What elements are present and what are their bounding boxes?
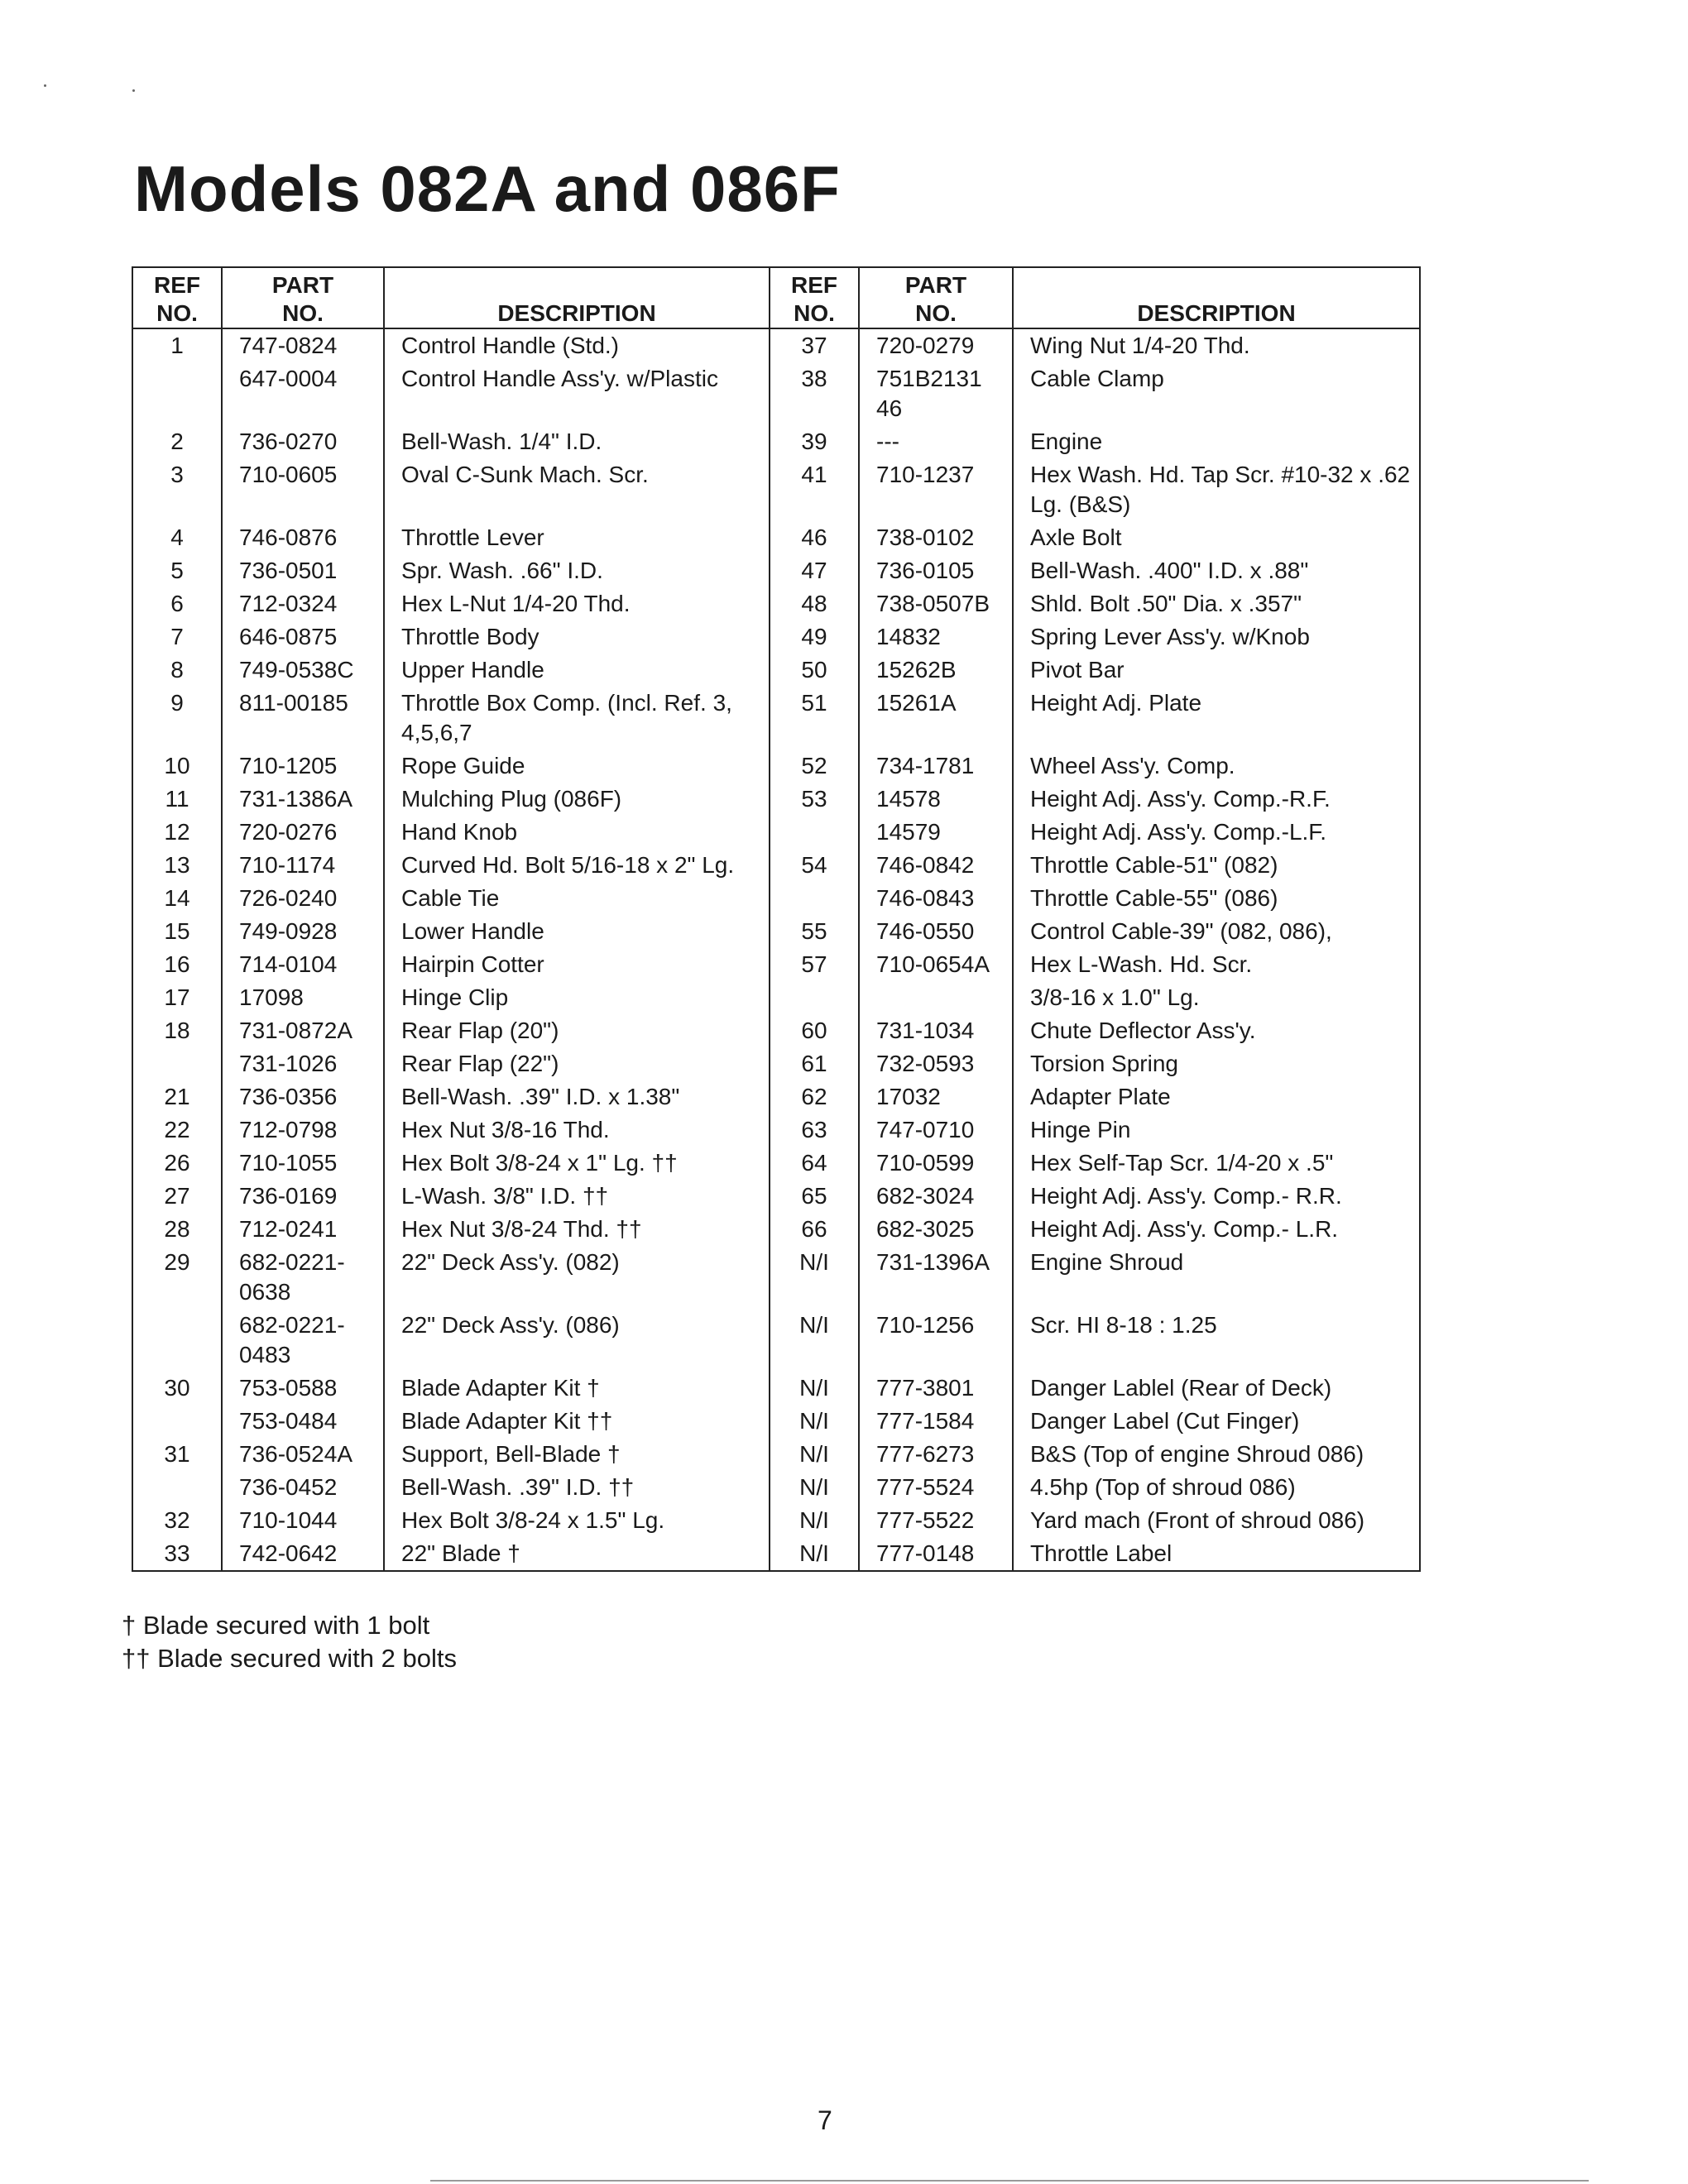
- part-no-cell: 647-0004: [222, 362, 384, 425]
- part-no-cell-right: 710-0654A: [859, 948, 1013, 981]
- description-cell-right: Hinge Pin: [1030, 1117, 1131, 1142]
- description-cell: L-Wash. 3/8" I.D. ††: [384, 1180, 770, 1213]
- table-row: [132, 1309, 1420, 1372]
- part-no-cell-right: 710-0599: [859, 1147, 1013, 1180]
- footnotes: [122, 1609, 457, 1675]
- table-row: [132, 458, 1420, 521]
- part-no-cell: 710-0605: [222, 458, 384, 521]
- ref-no-cell: 26: [132, 1147, 222, 1180]
- part-no-cell: 731-1026: [222, 1047, 384, 1080]
- ref-no-cell: 17: [132, 981, 222, 1014]
- ref-no-cell: 5: [132, 554, 222, 587]
- ref-no-cell: 10: [132, 750, 222, 783]
- part-no-cell: 712-0324: [222, 587, 384, 620]
- ref-no-cell-right: 54: [770, 849, 859, 882]
- description-cell: Blade Adapter Kit †: [384, 1372, 770, 1405]
- description-cell: Bell-Wash. .39" I.D. ††: [384, 1471, 770, 1504]
- ref-no-header: [132, 267, 222, 328]
- table-row: [132, 783, 1420, 816]
- description-cell-right: Engine: [1030, 429, 1103, 454]
- table-row: [132, 328, 1420, 362]
- ref-no-cell: 22: [132, 1114, 222, 1147]
- description-cell-right: Hex L-Wash. Hd. Scr.: [1030, 951, 1253, 977]
- ref-header-line1: REF: [154, 272, 200, 298]
- part-no-cell: 736-0169: [222, 1180, 384, 1213]
- table-row: [132, 882, 1420, 915]
- ref-no-cell: [132, 1309, 222, 1372]
- part-header-line1: PART: [271, 272, 334, 298]
- description-cell: Curved Hd. Bolt 5/16-18 x 2" Lg.: [384, 849, 770, 882]
- ref-no-cell-right: N/I: [770, 1246, 859, 1309]
- footnote-single-dagger: † Blade secured with 1 bolt: [122, 1611, 430, 1640]
- description-cell: Throttle Lever: [384, 521, 770, 554]
- part-no-cell-right: 746-0550: [859, 915, 1013, 948]
- part-no-header: [222, 267, 384, 328]
- part-no-cell: 682-0221-0638: [222, 1246, 384, 1309]
- part-no-cell-right: [859, 981, 1013, 1014]
- ref-no-cell: 27: [132, 1180, 222, 1213]
- ref-no-cell-right: [770, 882, 859, 915]
- ref-no-cell-right: 60: [770, 1014, 859, 1047]
- ref-no-cell-right: 63: [770, 1114, 859, 1147]
- ref-header-line2-right: NO.: [794, 300, 835, 326]
- description-cell: Support, Bell-Blade †: [384, 1438, 770, 1471]
- part-no-cell-right: 736-0105: [859, 554, 1013, 587]
- ref-no-cell: [132, 1471, 222, 1504]
- part-no-cell-right: 17032: [859, 1080, 1013, 1114]
- description-cell-right: Spring Lever Ass'y. w/Knob: [1030, 624, 1310, 649]
- part-no-cell: 710-1205: [222, 750, 384, 783]
- part-no-cell-right: 710-1256: [859, 1309, 1013, 1372]
- description-cell-right: Wing Nut 1/4-20 Thd.: [1030, 333, 1250, 358]
- part-no-cell-right: 14579: [859, 816, 1013, 849]
- table-row: [132, 1014, 1420, 1047]
- ref-no-cell-right: 65: [770, 1180, 859, 1213]
- description-cell: Rope Guide: [384, 750, 770, 783]
- part-no-cell: 682-0221-0483: [222, 1309, 384, 1372]
- description-cell-right: Adapter Plate: [1030, 1084, 1171, 1109]
- ref-no-cell: 15: [132, 915, 222, 948]
- part-no-cell-right: 747-0710: [859, 1114, 1013, 1147]
- description-cell: Hex Nut 3/8-24 Thd. ††: [384, 1213, 770, 1246]
- part-no-cell-right: 746-0843: [859, 882, 1013, 915]
- ref-no-cell: 16: [132, 948, 222, 981]
- ref-no-cell-right: 41: [770, 458, 859, 521]
- part-no-cell-right: 731-1034: [859, 1014, 1013, 1047]
- description-cell: 22" Blade †: [384, 1537, 770, 1571]
- ref-no-cell: 33: [132, 1537, 222, 1571]
- part-no-cell: 736-0270: [222, 425, 384, 458]
- description-cell-right: Chute Deflector Ass'y.: [1030, 1018, 1256, 1043]
- description-cell: Control Handle (Std.): [384, 328, 770, 362]
- description-cell-right: Shld. Bolt .50" Dia. x .357": [1030, 591, 1302, 616]
- description-header: DESCRIPTION: [384, 267, 770, 328]
- table-header-row: [132, 267, 1420, 328]
- ref-no-cell-right: 62: [770, 1080, 859, 1114]
- ref-no-cell: 12: [132, 816, 222, 849]
- description-cell: Hex Bolt 3/8-24 x 1" Lg. ††: [384, 1147, 770, 1180]
- description-cell: Throttle Box Comp. (Incl. Ref. 3, 4,5,6,7: [384, 687, 770, 750]
- part-no-cell-right: 746-0842: [859, 849, 1013, 882]
- part-no-cell: 710-1055: [222, 1147, 384, 1180]
- ref-no-header-right: [770, 267, 859, 328]
- part-no-cell-right: 738-0507B: [859, 587, 1013, 620]
- ref-no-cell: 9: [132, 687, 222, 750]
- ref-no-cell-right: 61: [770, 1047, 859, 1080]
- description-cell-right: Control Cable-39" (082, 086),: [1030, 918, 1332, 944]
- ref-no-cell-right: N/I: [770, 1537, 859, 1571]
- description-cell: Hex L-Nut 1/4-20 Thd.: [384, 587, 770, 620]
- ref-no-cell-right: 66: [770, 1213, 859, 1246]
- part-no-cell: 720-0276: [222, 816, 384, 849]
- description-cell: Hand Knob: [384, 816, 770, 849]
- description-cell: Upper Handle: [384, 654, 770, 687]
- table-row: [132, 1080, 1420, 1114]
- part-no-cell-right: 682-3025: [859, 1213, 1013, 1246]
- ref-no-cell-right: N/I: [770, 1405, 859, 1438]
- part-no-cell-right: 732-0593: [859, 1047, 1013, 1080]
- part-no-cell-right: 751B2131 46: [859, 362, 1013, 425]
- ref-no-cell: 32: [132, 1504, 222, 1537]
- part-no-cell: 731-0872A: [222, 1014, 384, 1047]
- description-cell: Oval C-Sunk Mach. Scr.: [384, 458, 770, 521]
- description-cell: Blade Adapter Kit ††: [384, 1405, 770, 1438]
- description-cell-right: Throttle Cable-51" (082): [1030, 852, 1278, 878]
- table-row: [132, 587, 1420, 620]
- table-row: [132, 1114, 1420, 1147]
- table-row: [132, 1047, 1420, 1080]
- description-cell: Bell-Wash. .39" I.D. x 1.38": [384, 1080, 770, 1114]
- description-cell-right: Engine Shroud: [1030, 1249, 1184, 1275]
- part-no-cell-right: 15262B: [859, 654, 1013, 687]
- ref-no-cell: 8: [132, 654, 222, 687]
- description-cell-right: Height Adj. Plate: [1030, 690, 1202, 716]
- description-cell-right: Hex Wash. Hd. Tap Scr. #10-32 x .62 Lg. (B&S): [1030, 462, 1411, 517]
- table-row: [132, 750, 1420, 783]
- description-cell: 22" Deck Ass'y. (082): [384, 1246, 770, 1309]
- ref-no-cell: [132, 1047, 222, 1080]
- ref-no-cell-right: 49: [770, 620, 859, 654]
- description-cell: Throttle Body: [384, 620, 770, 654]
- ref-no-cell: [132, 362, 222, 425]
- part-no-cell-right: 777-1584: [859, 1405, 1013, 1438]
- part-no-cell-right: ---: [859, 425, 1013, 458]
- description-cell-right: Height Adj. Ass'y. Comp.- L.R.: [1030, 1216, 1339, 1242]
- description-cell-right: Throttle Cable-55" (086): [1030, 885, 1278, 911]
- description-cell-right: Wheel Ass'y. Comp.: [1030, 753, 1235, 778]
- scan-speck: [132, 89, 135, 92]
- ref-no-cell-right: 48: [770, 587, 859, 620]
- part-no-cell: 742-0642: [222, 1537, 384, 1571]
- page-number: 7: [818, 2105, 832, 2135]
- description-cell: Control Handle Ass'y. w/Plastic: [384, 362, 770, 425]
- part-header-line2: NO.: [282, 300, 324, 326]
- description-header-right: DESCRIPTION: [1013, 267, 1420, 328]
- part-no-cell-right: 710-1237: [859, 458, 1013, 521]
- part-no-cell: 736-0524A: [222, 1438, 384, 1471]
- description-cell-right: Scr. HI 8-18 : 1.25: [1030, 1312, 1217, 1338]
- description-cell: Cable Tie: [384, 882, 770, 915]
- table-row: [132, 521, 1420, 554]
- ref-no-cell-right: [770, 981, 859, 1014]
- scan-speck: [44, 84, 46, 87]
- ref-no-cell-right: N/I: [770, 1438, 859, 1471]
- description-cell: Rear Flap (20"): [384, 1014, 770, 1047]
- ref-no-cell-right: N/I: [770, 1471, 859, 1504]
- ref-no-cell-right: N/I: [770, 1309, 859, 1372]
- part-no-cell: 811-00185: [222, 687, 384, 750]
- ref-header-line2: NO.: [156, 300, 198, 326]
- ref-no-cell: 30: [132, 1372, 222, 1405]
- parts-table-body: [132, 328, 1420, 1571]
- part-no-cell: 749-0538C: [222, 654, 384, 687]
- table-row: [132, 620, 1420, 654]
- part-header-line1-right: PART: [904, 272, 967, 298]
- part-header-line2-right: NO.: [915, 300, 957, 326]
- description-cell: Lower Handle: [384, 915, 770, 948]
- ref-header-line1-right: REF: [791, 272, 837, 298]
- ref-no-cell: 6: [132, 587, 222, 620]
- description-cell: Bell-Wash. 1/4" I.D.: [384, 425, 770, 458]
- table-row: [132, 915, 1420, 948]
- table-row: [132, 687, 1420, 750]
- description-cell-right: Yard mach (Front of shroud 086): [1030, 1507, 1365, 1533]
- part-no-cell: 736-0501: [222, 554, 384, 587]
- ref-no-cell-right: 46: [770, 521, 859, 554]
- table-row: [132, 1213, 1420, 1246]
- ref-no-cell: 29: [132, 1246, 222, 1309]
- ref-no-cell-right: 57: [770, 948, 859, 981]
- part-no-cell-right: 777-3801: [859, 1372, 1013, 1405]
- part-no-cell-right: 720-0279: [859, 328, 1013, 362]
- ref-no-cell: 7: [132, 620, 222, 654]
- part-no-cell: 746-0876: [222, 521, 384, 554]
- table-row: [132, 1438, 1420, 1471]
- table-row: [132, 1471, 1420, 1504]
- ref-no-cell: 31: [132, 1438, 222, 1471]
- part-no-cell: 17098: [222, 981, 384, 1014]
- part-no-cell: 736-0356: [222, 1080, 384, 1114]
- table-row: [132, 1246, 1420, 1309]
- parts-table: [132, 266, 1421, 1572]
- ref-no-cell-right: N/I: [770, 1504, 859, 1537]
- part-no-cell: 749-0928: [222, 915, 384, 948]
- part-no-cell-right: 14832: [859, 620, 1013, 654]
- ref-no-cell-right: N/I: [770, 1372, 859, 1405]
- table-row: [132, 816, 1420, 849]
- part-no-cell: 710-1044: [222, 1504, 384, 1537]
- part-no-cell: 714-0104: [222, 948, 384, 981]
- part-no-cell-right: 731-1396A: [859, 1246, 1013, 1309]
- ref-no-cell-right: 53: [770, 783, 859, 816]
- table-row: [132, 425, 1420, 458]
- part-no-cell: 731-1386A: [222, 783, 384, 816]
- table-row: [132, 1147, 1420, 1180]
- table-row: [132, 554, 1420, 587]
- ref-no-cell: [132, 1405, 222, 1438]
- description-cell-right: Height Adj. Ass'y. Comp.-R.F.: [1030, 786, 1331, 812]
- part-no-cell: 747-0824: [222, 328, 384, 362]
- ref-no-cell: 4: [132, 521, 222, 554]
- part-no-cell-right: 15261A: [859, 687, 1013, 750]
- description-cell-right: Height Adj. Ass'y. Comp.-L.F.: [1030, 819, 1327, 845]
- part-no-cell: 753-0588: [222, 1372, 384, 1405]
- description-cell: Mulching Plug (086F): [384, 783, 770, 816]
- part-no-cell: 753-0484: [222, 1405, 384, 1438]
- ref-no-cell-right: 47: [770, 554, 859, 587]
- table-row: [132, 1372, 1420, 1405]
- table-row: [132, 1405, 1420, 1438]
- ref-no-cell: 11: [132, 783, 222, 816]
- description-cell-right: 3/8-16 x 1.0" Lg.: [1030, 984, 1200, 1010]
- ref-no-cell: 18: [132, 1014, 222, 1047]
- part-no-cell-right: 682-3024: [859, 1180, 1013, 1213]
- description-cell: Hex Bolt 3/8-24 x 1.5" Lg.: [384, 1504, 770, 1537]
- ref-no-cell: 13: [132, 849, 222, 882]
- part-no-cell: 712-0798: [222, 1114, 384, 1147]
- ref-no-cell: 28: [132, 1213, 222, 1246]
- description-cell-right: Bell-Wash. .400" I.D. x .88": [1030, 558, 1309, 583]
- ref-no-cell-right: 51: [770, 687, 859, 750]
- table-row: [132, 981, 1420, 1014]
- page-title: Models 082A and 086F: [134, 152, 841, 225]
- ref-no-cell-right: 38: [770, 362, 859, 425]
- footnote-double-dagger: †† Blade secured with 2 bolts: [122, 1644, 457, 1673]
- ref-no-cell-right: 55: [770, 915, 859, 948]
- part-no-cell-right: 777-5522: [859, 1504, 1013, 1537]
- ref-no-cell-right: 64: [770, 1147, 859, 1180]
- part-no-cell-right: 738-0102: [859, 521, 1013, 554]
- part-no-cell-right: 777-5524: [859, 1471, 1013, 1504]
- description-cell: Rear Flap (22"): [384, 1047, 770, 1080]
- part-no-cell-right: 777-0148: [859, 1537, 1013, 1571]
- table-row: [132, 654, 1420, 687]
- part-no-cell: 646-0875: [222, 620, 384, 654]
- ref-no-cell: 3: [132, 458, 222, 521]
- description-cell: Hairpin Cotter: [384, 948, 770, 981]
- description-cell-right: Danger Lablel (Rear of Deck): [1030, 1375, 1332, 1401]
- table-row: [132, 1180, 1420, 1213]
- table-row: [132, 1504, 1420, 1537]
- table-row: [132, 362, 1420, 425]
- part-no-cell: 710-1174: [222, 849, 384, 882]
- part-no-cell: 736-0452: [222, 1471, 384, 1504]
- description-cell: 22" Deck Ass'y. (086): [384, 1309, 770, 1372]
- description-cell-right: Axle Bolt: [1030, 524, 1122, 550]
- ref-no-cell: 2: [132, 425, 222, 458]
- description-cell-right: Pivot Bar: [1030, 657, 1125, 682]
- part-no-cell-right: 777-6273: [859, 1438, 1013, 1471]
- ref-no-cell-right: 39: [770, 425, 859, 458]
- description-cell-right: Cable Clamp: [1030, 366, 1164, 391]
- ref-no-cell: 21: [132, 1080, 222, 1114]
- part-no-cell-right: 734-1781: [859, 750, 1013, 783]
- ref-no-cell-right: 50: [770, 654, 859, 687]
- description-cell-right: Danger Label (Cut Finger): [1030, 1408, 1300, 1434]
- part-no-cell: 712-0241: [222, 1213, 384, 1246]
- page-edge-line: [430, 2180, 1589, 2182]
- description-cell-right: B&S (Top of engine Shroud 086): [1030, 1441, 1364, 1467]
- description-cell-right: Hex Self-Tap Scr. 1/4-20 x .5": [1030, 1150, 1334, 1176]
- ref-no-cell: 14: [132, 882, 222, 915]
- ref-no-cell-right: [770, 816, 859, 849]
- description-cell-right: Throttle Label: [1030, 1540, 1172, 1566]
- description-cell-right: Torsion Spring: [1030, 1051, 1178, 1076]
- description-cell-right: 4.5hp (Top of shroud 086): [1030, 1474, 1296, 1500]
- description-cell: Hinge Clip: [384, 981, 770, 1014]
- table-row: [132, 948, 1420, 981]
- ref-no-cell: 1: [132, 328, 222, 362]
- description-cell: Spr. Wash. .66" I.D.: [384, 554, 770, 587]
- table-row: [132, 1537, 1420, 1571]
- ref-no-cell-right: 37: [770, 328, 859, 362]
- description-cell-right: Height Adj. Ass'y. Comp.- R.R.: [1030, 1183, 1342, 1209]
- part-no-header-right: [859, 267, 1013, 328]
- part-no-cell: 726-0240: [222, 882, 384, 915]
- table-row: [132, 849, 1420, 882]
- description-cell: Hex Nut 3/8-16 Thd.: [384, 1114, 770, 1147]
- ref-no-cell-right: 52: [770, 750, 859, 783]
- part-no-cell-right: 14578: [859, 783, 1013, 816]
